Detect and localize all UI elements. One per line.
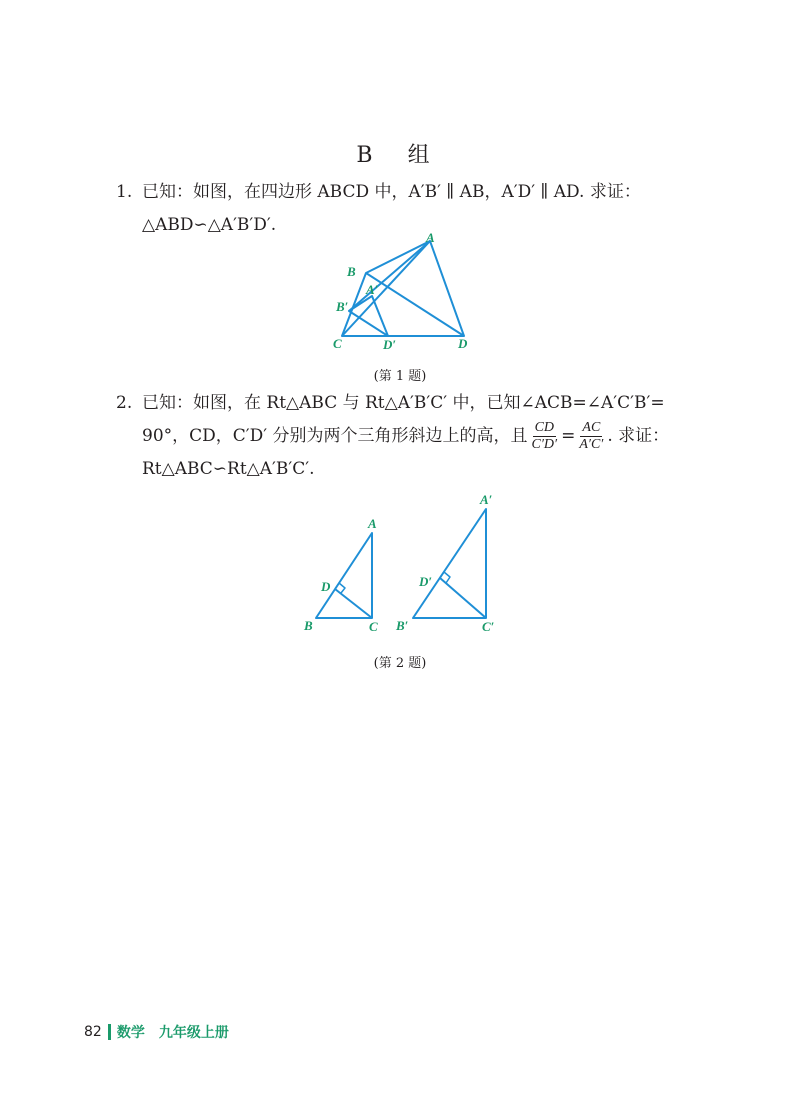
label-B-prime: B′ [336,299,349,314]
label-D-prime: D′ [383,337,397,352]
diagonal-AC [342,241,430,336]
small-triangle-ABC [316,533,372,618]
label-A: A [426,230,435,245]
figure-2 [300,485,510,640]
big-altitude-C1D1 [440,578,486,618]
figure-1 [320,228,490,353]
fraction-ac-denominator: A′C′ [579,437,604,452]
fraction-cd [530,420,560,453]
label-B: B [304,618,313,633]
problem-2-number: 2. [116,393,133,413]
quad-ABCD [342,241,464,336]
label-A: A [368,516,377,531]
label-B-prime: B′ [396,618,409,633]
problem-2 [116,387,696,486]
fraction-cd-denominator: C′D′ [531,437,558,452]
label-C: C [333,336,342,351]
problem-1-text: 已知：如图，在四边形 ABCD 中，A′B′ ∥ AB，A′D′ ∥ AD. 求证： [142,182,641,202]
caption-2: (第 2 题) [373,656,427,671]
problem-1-line1 [116,176,696,209]
problem-1-line2: △ABD∽△A′B′D′. [142,215,277,235]
problem-1-number: 1. [116,182,133,202]
section-title: B 组 [356,143,444,168]
fraction-ac-numerator: AC [582,420,601,435]
small-right-angle-mark [335,583,345,593]
segment-B1A [349,241,430,311]
fraction-cd-numerator: CD [534,420,555,435]
problem-2-line3: Rt△ABC∽Rt△A′B′C′. [142,459,315,479]
problem-2-line2-pre: 90°，CD，C′D′ 分别为两个三角形斜边上的高，且 [142,426,528,446]
caption-1: (第 1 题) [373,369,427,384]
problem-2-line2 [116,420,696,453]
small-altitude-CD [335,589,372,618]
label-C-prime: C′ [482,619,495,634]
footer-divider [108,1024,111,1040]
label-D-prime: D′ [419,574,433,589]
label-A-prime: A′ [480,492,493,507]
problem-2-text: 已知：如图，在 Rt△ABC 与 Rt△A′B′C′ 中，已知∠ACB=∠A′C′B′= [142,393,665,413]
book-title: 数学 九年级上册 [116,1025,229,1041]
equals-sign: = [561,426,576,446]
label-C: C [369,619,378,634]
label-A-prime: A′ [366,282,379,297]
label-D: D [321,579,331,594]
problem-2-line2-post: . 求证： [607,426,670,446]
label-B: B [347,264,356,279]
page-number: 82 [84,1024,102,1040]
big-triangle-A1B1C1 [413,509,486,618]
problem-2-line1 [116,387,696,420]
page-footer [84,1022,229,1042]
label-D: D [458,336,468,351]
fraction-ac [577,420,605,453]
